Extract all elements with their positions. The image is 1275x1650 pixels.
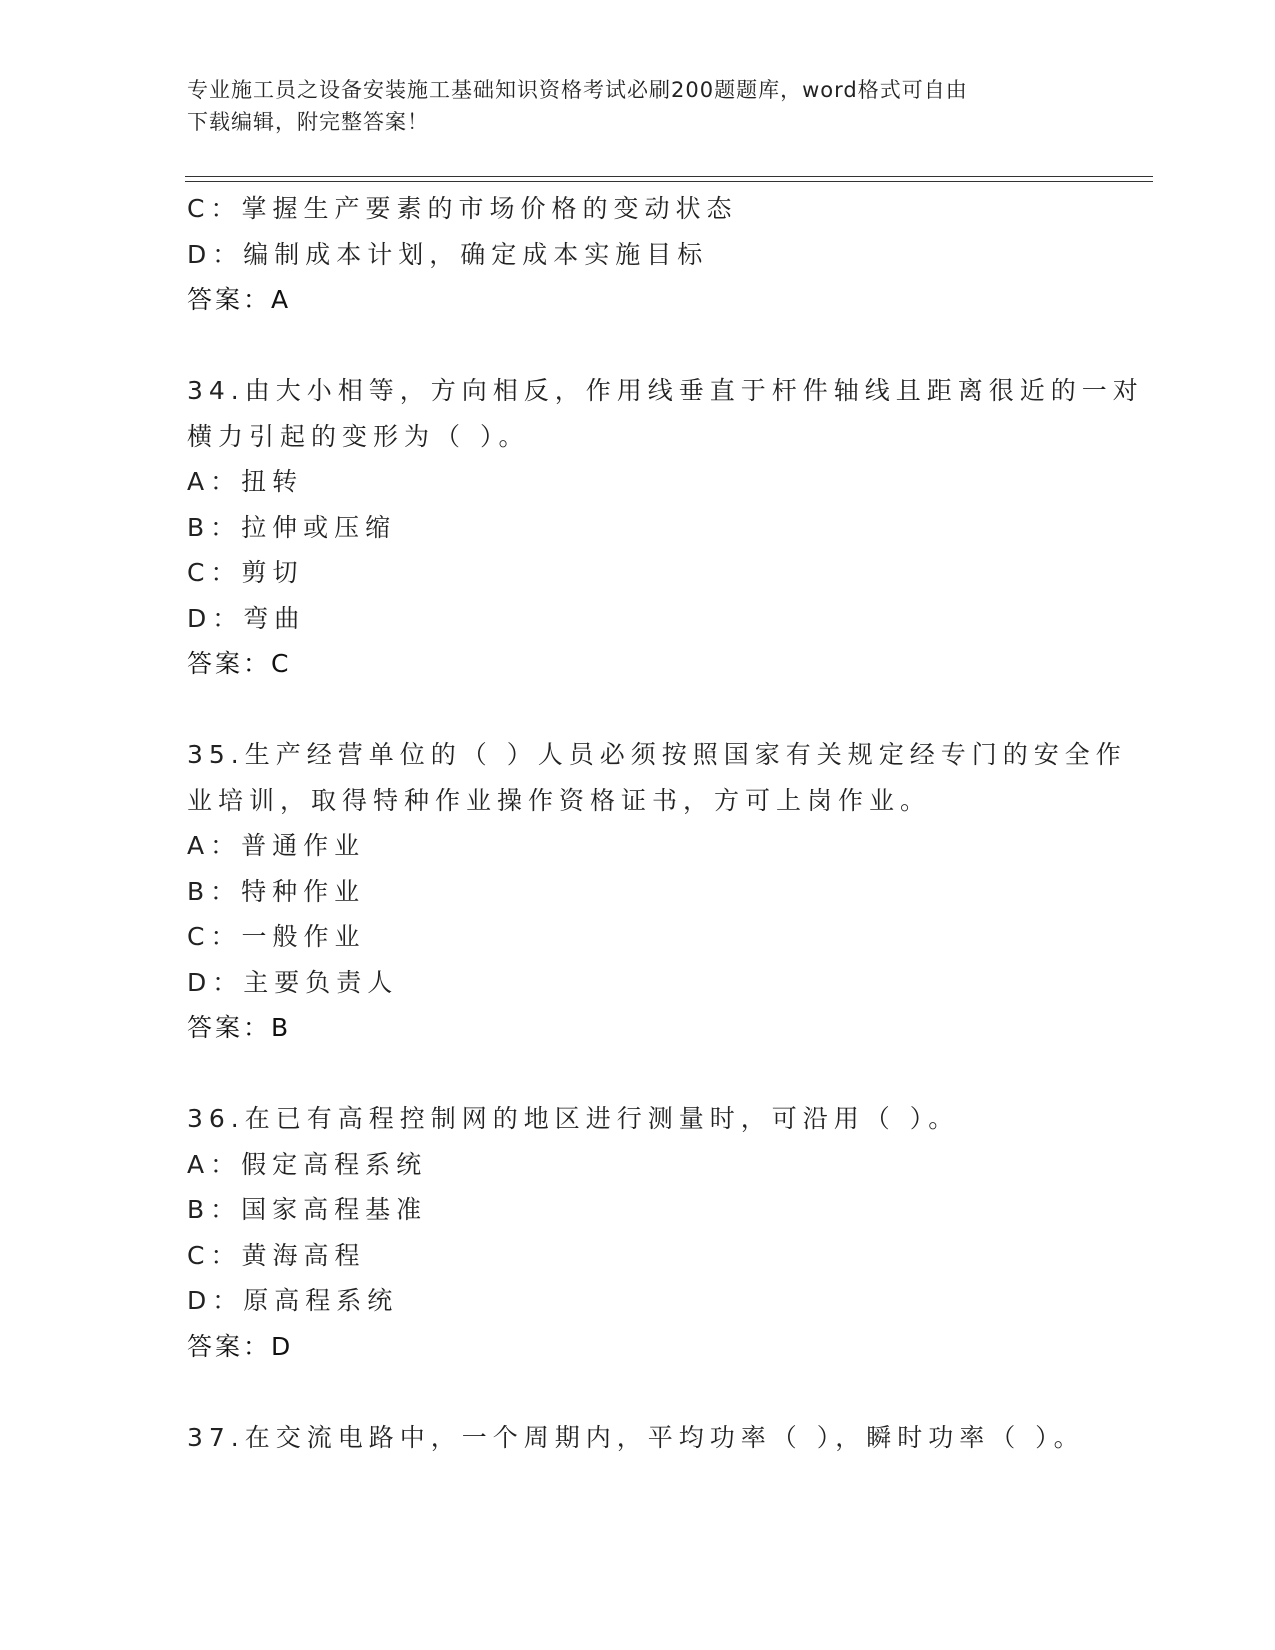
spacer [187, 1051, 1087, 1097]
option-c: C：一般作业 [187, 922, 366, 951]
option-a: A：普通作业 [187, 831, 366, 860]
header-line-1: 专业施工员之设备安装施工基础知识资格考试必刷200题题库，word格式可自由 [187, 78, 968, 102]
header-divider-top [185, 176, 1153, 177]
question-stem: 36.在已有高程控制网的地区进行测量时，可沿用（ ）。 [187, 1104, 960, 1133]
answer-line: 答案：D [187, 1331, 294, 1361]
document-header [187, 74, 1067, 138]
question-35 [187, 732, 1127, 1051]
option-d: D：弯曲 [187, 603, 306, 633]
spacer [187, 687, 1087, 733]
question-stem: 34.由大小相等，方向相反，作用线垂直于杆件轴线且距离很近的一对 [187, 376, 1144, 405]
option-b: B：拉伸或压缩 [187, 512, 397, 542]
option-d: D：原高程系统 [187, 1286, 399, 1315]
option-b: B：特种作业 [187, 876, 366, 906]
question-stem: 35.生产经营单位的（ ）人员必须按照国家有关规定经专门的安全作 [187, 740, 1127, 769]
option-c: C：黄海高程 [187, 1240, 366, 1270]
header-line-2: 下载编辑，附完整答案！ [187, 110, 429, 134]
question-34 [187, 368, 1144, 687]
spacer [187, 323, 1087, 369]
option-c: C：剪切 [187, 558, 304, 587]
question-stem: 横力引起的变形为（ ）。 [187, 421, 530, 451]
option-d: D：主要负责人 [187, 967, 399, 997]
question-stem: 37.在交流电路中，一个周期内，平均功率（ ），瞬时功率（ ）。 [187, 1422, 1085, 1452]
previous-question-tail [187, 186, 1087, 323]
option-a: A：扭转 [187, 467, 304, 496]
answer-line: 答案：B [187, 1013, 292, 1042]
answer-line: 答案：A [187, 285, 292, 314]
document-body [187, 186, 1144, 1460]
header-divider-bottom [185, 181, 1153, 182]
option-d: D：编制成本计划，确定成本实施目标 [187, 239, 709, 269]
spacer [187, 1369, 1087, 1415]
option-a: A：假定高程系统 [187, 1149, 428, 1179]
question-36 [187, 1096, 1087, 1369]
question-stem: 业培训，取得特种作业操作资格证书，方可上岗作业。 [187, 785, 932, 815]
answer-line: 答案：C [187, 649, 292, 678]
option-b: B：国家高程基准 [187, 1195, 428, 1224]
option-c: C：掌握生产要素的市场价格的变动状态 [187, 194, 738, 223]
question-37 [187, 1415, 1087, 1461]
